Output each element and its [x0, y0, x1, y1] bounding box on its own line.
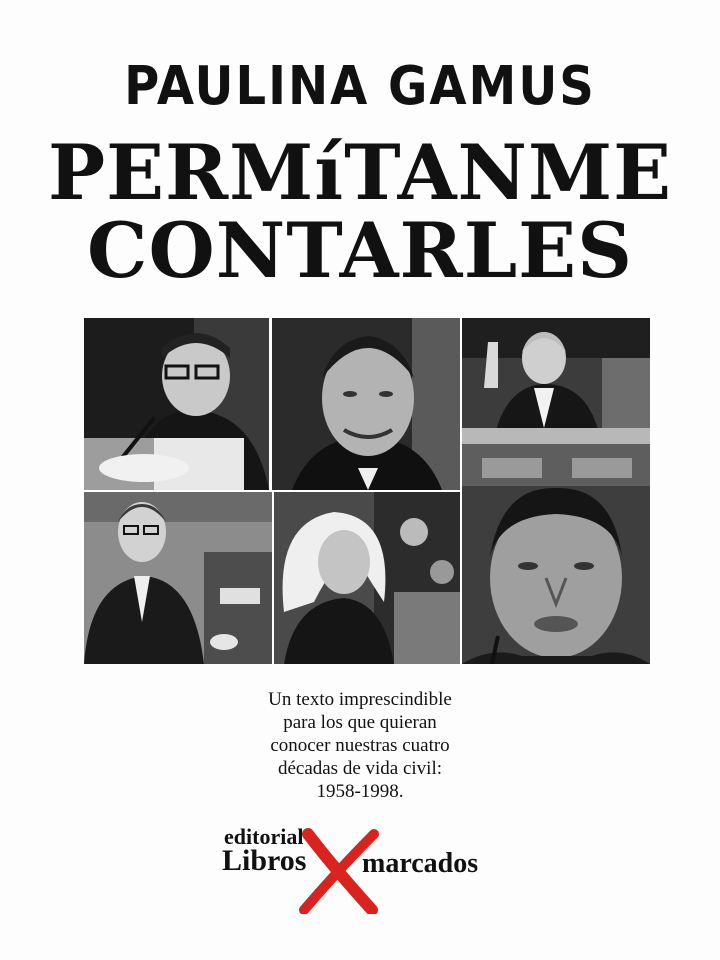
photo-collage — [84, 318, 650, 664]
book-title-line-2: CONTARLES — [87, 206, 633, 295]
photo-man-glasses-microphone — [84, 318, 269, 490]
blurb-line: para los que quieran — [283, 712, 437, 733]
photo-man-closeup — [462, 486, 650, 664]
photo-blonde-woman — [274, 492, 460, 664]
blurb-line: conocer nuestras cuatro — [270, 735, 450, 756]
publisher-editorial: editorial — [224, 824, 304, 849]
blurb-line: 1958-1998. — [316, 781, 404, 802]
blurb-line: Un texto imprescindible — [268, 689, 452, 710]
publisher-logo — [222, 824, 512, 914]
back-blurb — [0, 688, 720, 803]
author-name: PAULINA GAMUS — [124, 54, 596, 118]
book-title-line-1: PERMíTANME — [47, 128, 673, 217]
publisher-marcados: marcados — [362, 848, 479, 879]
photo-man-waving — [462, 318, 650, 490]
photo-smiling-man — [272, 318, 460, 490]
blurb-line: décadas de vida civil: — [277, 758, 443, 779]
photo-man-suit-glasses — [84, 492, 272, 664]
publisher-libros: Libros — [222, 844, 307, 877]
